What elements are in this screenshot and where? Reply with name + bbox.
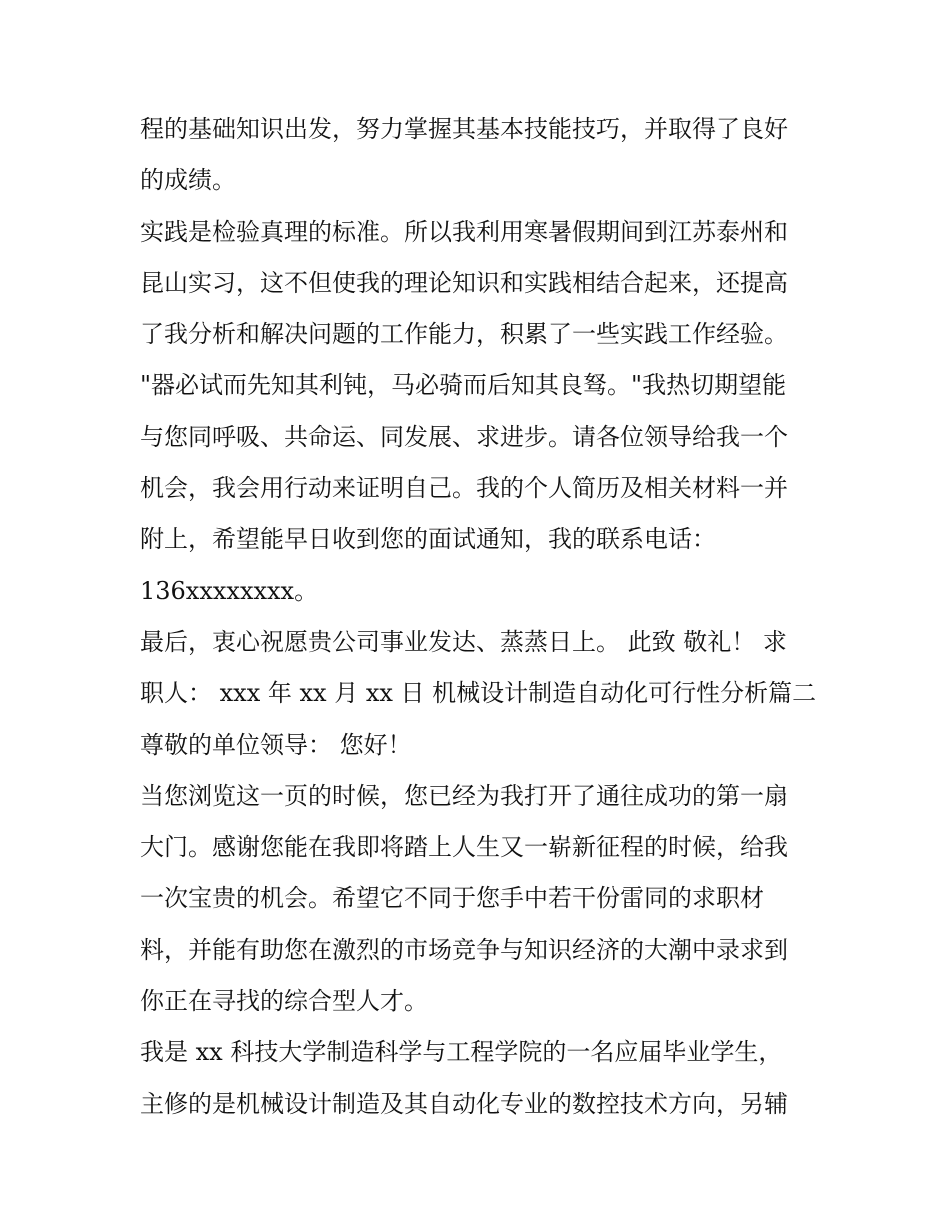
text-line: 一次宝贵的机会。希望它不同于您手中若干份雷同的求职材 [140, 884, 764, 913]
text-line: 机会，我会用行动来证明自己。我的个人简历及相关材料一并 [140, 474, 788, 503]
text-line: 我是 xx 科技大学制造科学与工程学院的一名应届毕业学生， [140, 1038, 783, 1067]
text-line: 的成绩。 [140, 166, 236, 195]
text-line: 料，并能有助您在激烈的市场竞争与知识经济的大潮中录求到 [140, 935, 788, 964]
text-line: 最后，衷心祝愿贵公司事业发达、蒸蒸日上。 此致 敬礼！ 求 [140, 627, 787, 656]
text-line: 你正在寻找的综合型人才。 [140, 987, 428, 1016]
text-line: 与您同呼吸、共命运、同发展、求进步。请各位领导给我一个 [140, 422, 788, 451]
text-line: 实践是检验真理的标准。所以我利用寒暑假期间到江苏泰州和 [140, 217, 788, 246]
text-line: 136xxxxxxxx。 [140, 576, 319, 605]
body-text [140, 104, 820, 1130]
text-line: "器必试而先知其利钝，马必骑而后知其良驽。"我热切期望能 [140, 371, 787, 400]
text-line: 了我分析和解决问题的工作能力，积累了一些实践工作经验。 [140, 320, 788, 349]
text-line: 附上，希望能早日收到您的面试通知，我的联系电话： [140, 525, 716, 554]
text-line: 程的基础知识出发，努力掌握其基本技能技巧，并取得了良好 [140, 115, 788, 143]
text-line: 尊敬的单位领导： 您好！ [140, 730, 412, 759]
text-line: 职人： xxx 年 xx 月 xx 日 机械设计制造自动化可行性分析篇二 [140, 679, 817, 708]
text-line: 主修的是机械设计制造及其自动化专业的数控技术方向，另辅 [140, 1089, 788, 1118]
text-line: 昆山实习，这不但使我的理论知识和实践相结合起来，还提高 [140, 268, 788, 297]
text-line: 大门。感谢您能在我即将踏上人生又一崭新征程的时候，给我 [140, 833, 788, 862]
text-line: 当您浏览这一页的时候，您已经为我打开了通往成功的第一扇 [140, 781, 788, 810]
